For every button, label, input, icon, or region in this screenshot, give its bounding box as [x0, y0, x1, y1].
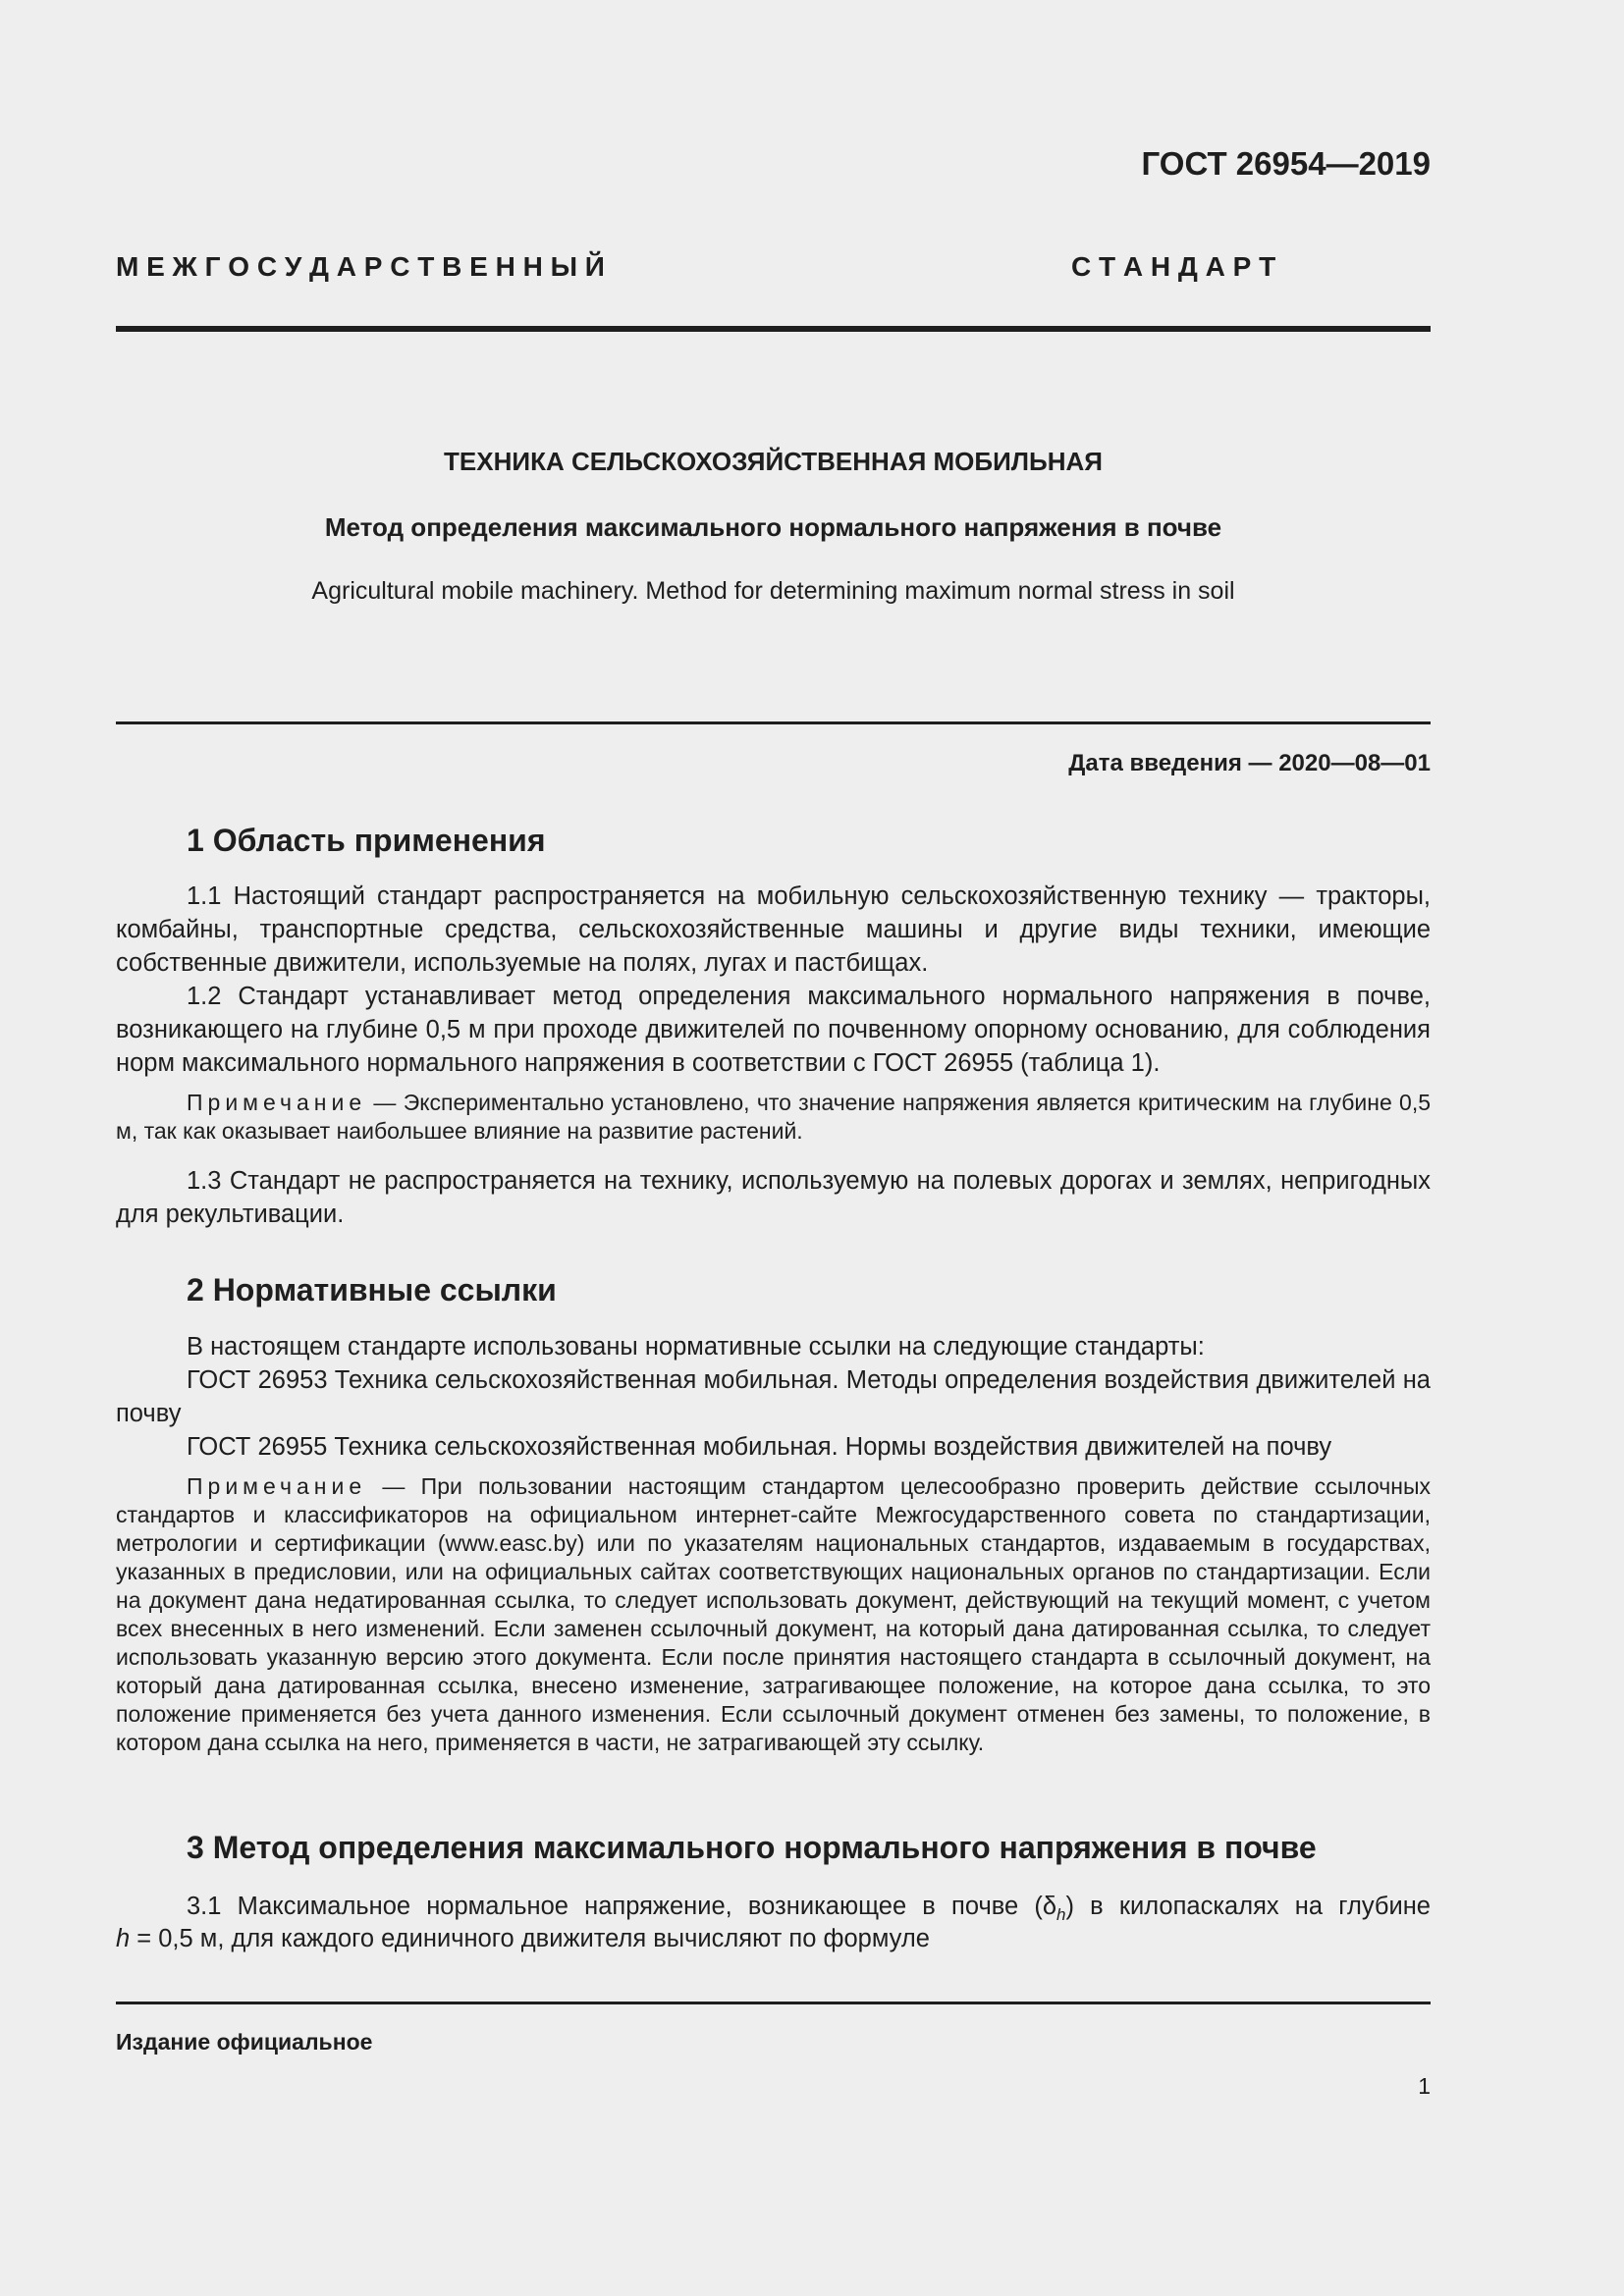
intro-date: Дата введения — 2020—08—01 — [1068, 750, 1431, 776]
paragraph-3-1-line2: h = 0,5 м, для каждого единичного движителя вычисляют по формуле — [116, 1925, 930, 1952]
paragraph-1-2: 1.2 Стандарт устанавливает метод определения максимального нормального напряжения в почве, возникающего на глубине 0,5 м при проходе движителей по почвенному опорному основанию, для соблюдения норм максимального нормального напряжения в соответствии с ГОСТ 26955 (таблица 1). — [116, 983, 1431, 1077]
standard-type-banner — [116, 251, 1431, 283]
paragraph-3-1-line1: 3.1 Максимальное нормальное напряжение, возникающее в почве $(\delta_h)$ в килопаскалях на глубине — [187, 1893, 1431, 1925]
standard-type-word1: М Е Ж Г О С У Д А Р С Т В Е Н Н Ы Й — [116, 251, 605, 282]
section-2-heading: 2 Нормативные ссылки — [187, 1272, 557, 1308]
title-ru: ТЕХНИКА СЕЛЬСКОХОЗЯЙСТВЕННАЯ МОБИЛЬНАЯ — [444, 447, 1103, 476]
title-divider — [116, 721, 1431, 724]
reference-gost-26955: ГОСТ 26955 Техника сельскохозяйственная мобильная. Нормы воздействия движителей на почву — [187, 1433, 1332, 1461]
reference-gost-26953: ГОСТ 26953 Техника сельскохозяйственная мобильная. Методы определения воздействия движителей на почву — [116, 1366, 1431, 1427]
edition-label: Издание официальное — [116, 2029, 373, 2055]
page-number: 1 — [1418, 2073, 1431, 2099]
note-label: Примечание — [187, 1090, 367, 1115]
header-divider — [116, 326, 1431, 332]
section-3-heading: 3 Метод определения максимального нормального напряжения в почве — [187, 1830, 1317, 1865]
section-1-heading: 1 Область применения — [187, 823, 546, 858]
note-2: Примечание — При пользовании настоящим стандартом целесообразно проверить действие ссылочных стандартов и классификаторов на официальном интернет-сайте Межгосударственного совета по стандартизации, метрологии и сертификации (www.easc.by) или по указателям национальных стандартов, издаваемым в государствах, указанных в предисловии, или на официальных сайтах соответствующих национальных органов по стандартизации. Если на документ дана недатированная ссылка, то следует использовать документ, действующий на текущий момент, с учетом всех внесенных в него изменений. Если заменен ссылочный документ, на который дана датированная ссылка, то следует использовать указанную версию этого документа. Если после принятия настоящего стандарта в ссылочный документ, на который дана датированная ссылка, внесено изменение, затрагивающее положение, на которое дана ссылка, то это положение применяется без учета данного изменения. Если ссылочный документ отменен без замены, то положение, в котором дана ссылка на него, применяется в части, не затрагивающей эту ссылку. — [116, 1473, 1431, 1755]
paragraph-1-1: 1.1 Настоящий стандарт распространяется на мобильную сельскохозяйственную технику — тракторы, комбайны, транспортные средства, сельскохозяйственные машины и другие виды техники, имеющие собственные движители, используемые на полях, лугах и пастбищах. — [116, 882, 1431, 977]
subtitle-ru: Метод определения максимального нормального напряжения в почве — [324, 512, 1222, 542]
standard-type-word2: С Т А Н Д А Р Т — [1071, 251, 1276, 282]
references-intro: В настоящем стандарте использованы нормативные ссылки на следующие стандарты: — [187, 1333, 1205, 1361]
paragraph-1-3: 1.3 Стандарт не распространяется на технику, используемую на полевых дорогах и землях, непригодных для рекультивации. — [116, 1167, 1431, 1228]
note-label: Примечание — [187, 1473, 367, 1499]
note-1: Примечание — Экспериментально установлено, что значение напряжения является критическим на глубине 0,5 м, так как оказывает наибольшее влияние на развитие растений. — [116, 1090, 1431, 1144]
subtitle-en: Agricultural mobile machinery. Method for determining maximum normal stress in soil — [311, 577, 1235, 605]
document-number: ГОСТ 26954—2019 — [1141, 145, 1431, 182]
footer-divider — [116, 2002, 1431, 2004]
